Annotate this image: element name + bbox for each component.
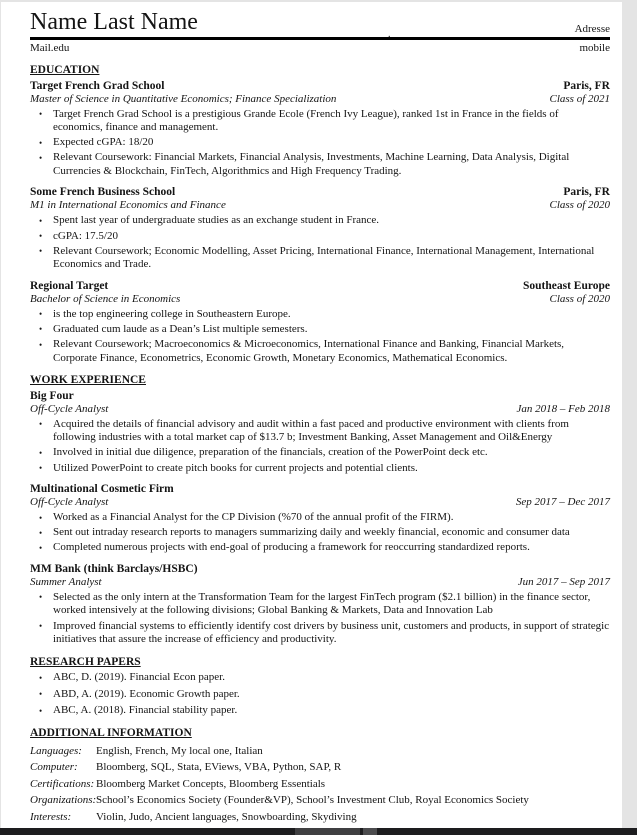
bullet-item: • Spent last year of undergraduate studies as an exchange student in France. (53, 214, 610, 228)
page-edge-right (622, 0, 637, 835)
bullet-item: • Worked as a Financial Analyst for the CP Division (%70 of the annual profit of the FIRM). (53, 511, 610, 525)
additional-info-table (30, 745, 610, 824)
work-bullets (30, 591, 610, 647)
section-title-work-experience: WORK EXPERIENCE (30, 374, 146, 387)
job-title: Off-Cycle Analyst (30, 402, 109, 415)
research-bullets (30, 671, 610, 718)
stray-dot-mark: . (388, 29, 391, 40)
job-dates: Jun 2017 – Sep 2017 (517, 575, 610, 588)
degree-name: M1 in International Economics and Finance (30, 199, 226, 212)
contact-row (30, 40, 610, 55)
info-row-languages (30, 745, 610, 758)
info-label: Organizations: (30, 794, 97, 807)
bullet-item: • Graduated cum laude as a Dean’s List multiple semesters. (53, 323, 610, 337)
section-title-education: EDUCATION (30, 64, 100, 76)
work-bullets (30, 418, 610, 475)
school-name: Some French Business School (30, 186, 176, 199)
degree-name: Bachelor of Science in Economics (30, 292, 181, 305)
info-value: Violin, Judo, Ancient languages, Snowboarding, Skydiving (96, 810, 357, 823)
person-name: Name Last Name (30, 9, 198, 35)
bottom-scrollbar[interactable] (0, 828, 637, 835)
bullet-item: • Relevant Coursework: Financial Markets, Financial Analysis, Investments, Machine Learning, Data Analysis, Digital Currencies & Blockchain, FinTech, Algorithmics and High Frequency Trading. (53, 151, 610, 178)
info-row-interests (30, 811, 610, 824)
company-name: MM Bank (think Barclays/HSBC) (30, 562, 198, 575)
scrollbar-thumb[interactable] (295, 828, 360, 835)
education-entry (30, 280, 610, 365)
education-entry (30, 186, 610, 271)
education-bullets (30, 308, 610, 365)
info-value: English, French, My local one, Italian (96, 744, 263, 757)
bullet-item: • Involved in initial due diligence, preparation of the financials, creation of the PowerPoint deck etc. (53, 446, 610, 460)
work-bullets (30, 511, 610, 555)
bullet-item: • Expected cGPA: 18/20 (53, 136, 610, 150)
degree-name: Master of Science in Quantitative Economics; Finance Specialization (30, 92, 337, 105)
bullet-item: • Sent out intraday research reports to managers summarizing daily and weekly financial, economic and consumer data (53, 526, 610, 540)
degree-date: Class of 2020 (549, 199, 610, 212)
work-entry (30, 563, 610, 647)
school-name: Regional Target (30, 279, 109, 292)
degree-date: Class of 2021 (549, 92, 610, 105)
bullet-item: • Relevant Coursework; Economic Modelling, Asset Pricing, International Finance, International Management, International Economics and Trade. (53, 245, 610, 272)
info-value: School’s Economics Society (Founder&VP), School’s Investment Club, Royal Economics Society (96, 794, 529, 807)
info-row-computer (30, 761, 610, 774)
bullet-item: • Completed numerous projects with end-goal of producing a framework for reoccurring standardized reports. (53, 541, 610, 555)
resume-header (30, 0, 610, 40)
bullet-item: • Target French Grad School is a prestigious Grande Ecole (French Ivy League), ranked 1st in France in the fields of economics, finance and management. (53, 108, 610, 135)
info-value: Bloomberg, SQL, Stata, EViews, VBA, Python, SAP, R (96, 761, 342, 774)
bullet-item: • Improved financial systems to efficiently identify cost drivers by business unit, customers and products, in support of strategic initiatives that assure the increase of efficiency and productivity. (53, 620, 610, 647)
work-entry (30, 390, 610, 475)
section-title-research-papers: RESEARCH PAPERS (30, 655, 141, 668)
company-name: Big Four (30, 389, 74, 402)
scrollbar-thumb-secondary[interactable] (363, 828, 377, 835)
info-label: Computer: (30, 761, 78, 774)
bullet-item: • Relevant Coursework; Macroeconomics & Microeconomics, International Finance and Banking, Financial Markets, Corporate Finance, Econometrics, Economic Growth, Monetary Economics, Mathematical Economics. (53, 338, 610, 365)
bullet-item: • Selected as the only intern at the Transformation Team for the largest FinTech program ($2.1 billion) in the finance sector, worked intensively at the following divisions; Global Banking & Markets, Data and Innovation Lab (53, 591, 610, 618)
work-entry (30, 483, 610, 555)
school-location: Paris, FR (563, 186, 610, 199)
info-row-certifications (30, 778, 610, 791)
bullet-item: • Utilized PowerPoint to create pitch books for current projects and potential clients. (53, 462, 610, 476)
info-label: Certifications: (30, 777, 95, 790)
job-title: Summer Analyst (30, 575, 102, 588)
education-bullets (30, 214, 610, 271)
school-location: Southeast Europe (522, 279, 610, 292)
company-name: Multinational Cosmetic Firm (30, 483, 174, 496)
job-dates: Jan 2018 – Feb 2018 (516, 402, 610, 415)
email-text: Mail.edu (30, 42, 70, 54)
info-row-organizations (30, 794, 610, 807)
research-paper-item: • ABD, A. (2019). Economic Growth paper. (53, 688, 610, 702)
job-dates: Sep 2017 – Dec 2017 (515, 496, 610, 509)
info-value: Bloomberg Market Concepts, Bloomberg Essentials (96, 777, 326, 790)
degree-date: Class of 2020 (549, 292, 610, 305)
section-title-additional-information: ADDITIONAL INFORMATION (30, 727, 192, 740)
info-label: Interests: (30, 810, 72, 823)
job-title: Off-Cycle Analyst (30, 496, 109, 509)
education-bullets (30, 108, 610, 179)
resume-page (30, 0, 610, 827)
research-paper-item: • ABC, A. (2018). Financial stability paper. (53, 704, 610, 718)
address-text: Adresse (574, 23, 610, 35)
phone-text: mobile (579, 42, 610, 54)
school-name: Target French Grad School (30, 79, 165, 92)
bullet-item: • Acquired the details of financial advisory and audit within a fast paced and productive environment with clients from following industries with a total market cap of $13.7 b; Investment Banking, Asset Management and Oil&Energy (53, 418, 610, 445)
school-location: Paris, FR (563, 79, 610, 92)
bullet-item: • cGPA: 17.5/20 (53, 230, 610, 244)
info-label: Languages: (30, 744, 82, 757)
page-edge-left (0, 0, 1, 835)
research-paper-item: • ABC, D. (2019). Financial Econ paper. (53, 671, 610, 685)
education-entry (30, 80, 610, 179)
bullet-item: • is the top engineering college in Southeastern Europe. (53, 308, 610, 322)
